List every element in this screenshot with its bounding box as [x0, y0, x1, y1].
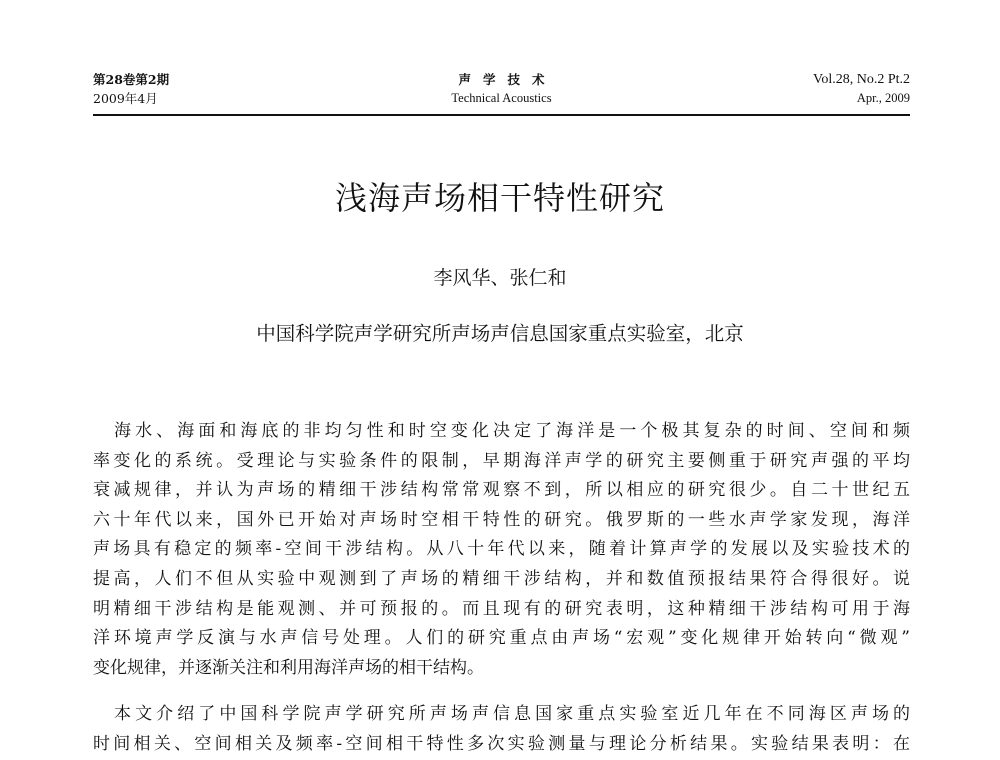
- text-line: 声场具有稳定的频率-空间干涉结构。从八十年代以来，随着计算声学的发展以及实验技术的: [93, 539, 910, 560]
- journal-name-en: Technical Acoustics: [451, 91, 552, 105]
- paper-authors: 李风华、张仁和: [433, 267, 567, 289]
- body-paragraph-2: [93, 700, 910, 759]
- text-line: 海水、海面和海底的非均匀性和时空变化决定了海洋是一个极其复杂的时间、空间和频: [93, 421, 910, 441]
- journal-issue-info-en: [813, 70, 910, 108]
- text-line: 衰减规律，并认为声场的精细干涉结构常常观察不到，所以相应的研究很少。自二十世纪五: [93, 480, 910, 501]
- publication-date-en: Apr., 2009: [856, 91, 910, 105]
- text-line: 六十年代以来，国外已开始对声场时空相干特性的研究。俄罗斯的一些水声学家发现，海洋: [93, 509, 910, 530]
- journal-name-cn: 声学技术: [458, 72, 557, 87]
- text-line: 变化规律，并逐渐关注和利用海洋声场的相干结构。: [93, 657, 484, 678]
- volume-issue: 第28卷第2期: [93, 72, 170, 87]
- body-paragraph-1: [93, 417, 910, 683]
- text-line: 提高，人们不但从实验中观测到了声场的精细干涉结构，并和数值预报结果符合得很好。说: [93, 568, 910, 589]
- text-line: 洋环境声学反演与水声信号处理。人们的研究重点由声场“宏观”变化规律开始转向“微观”: [93, 628, 910, 649]
- paper-title: 浅海声场相干特性研究: [334, 179, 665, 217]
- text-line: 明精细干涉结构是能观测、并可预报的。而且现有的研究表明，这种精细干涉结构可用于海: [93, 598, 910, 619]
- text-line: 本文介绍了中国科学院声学研究所声场声信息国家重点实验室近几年在不同海区声场的: [93, 704, 910, 724]
- author-affiliation: 中国科学院声学研究所声场声信息国家重点实验室，北京: [256, 322, 744, 345]
- volume-issue-en: Vol.28, No.2 Pt.2: [813, 72, 910, 87]
- text-line: 时间相关、空间相关及频率-空间相干特性多次实验测量与理论分析结果。实验结果表明：在: [93, 733, 910, 754]
- text-line: 率变化的系统。受理论与实验条件的限制，早期海洋声学的研究主要侧重于研究声强的平均: [93, 450, 910, 471]
- running-header: [93, 70, 910, 116]
- journal-name: [93, 70, 910, 108]
- publication-date-cn: 2009年4月: [93, 91, 158, 106]
